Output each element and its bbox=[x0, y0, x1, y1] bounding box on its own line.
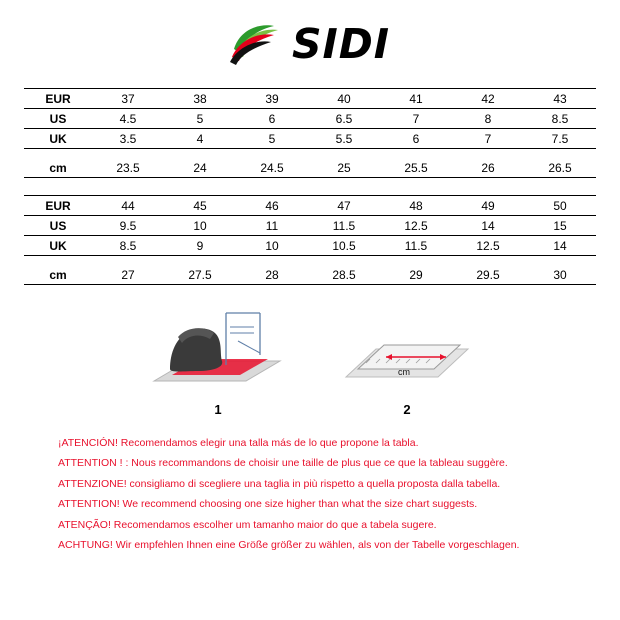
row-label: UK bbox=[24, 129, 92, 149]
note-de: ACHTUNG! Wir empfehlen Ihnen eine Größe größer zu wählen, als von der Tabelle vorgeschlagen. bbox=[58, 539, 520, 552]
cell: 4.5 bbox=[92, 109, 164, 129]
cell: 12.5 bbox=[452, 236, 524, 256]
cell: 10 bbox=[236, 236, 308, 256]
cell: 24.5 bbox=[236, 158, 308, 178]
cell: 42 bbox=[452, 89, 524, 109]
row-label: EUR bbox=[24, 196, 92, 216]
note-en: ATTENTION! We recommend choosing one size higher than what the size chart suggests. bbox=[58, 498, 478, 511]
cell: 41 bbox=[380, 89, 452, 109]
cell: 12.5 bbox=[380, 216, 452, 236]
cell: 15 bbox=[524, 216, 596, 236]
figure-2 bbox=[342, 303, 472, 417]
cell: 11 bbox=[236, 216, 308, 236]
note-it: ATTENZIONE! consigliamo di scegliere una taglia in più rispetto a quella proposta dalla tabella. bbox=[58, 477, 501, 490]
cell: 38 bbox=[164, 89, 236, 109]
spacer-cell bbox=[24, 149, 596, 159]
warning-notes bbox=[0, 433, 620, 556]
table-row bbox=[24, 236, 596, 256]
figure-caption: 1 bbox=[214, 402, 222, 417]
table-row bbox=[24, 89, 596, 109]
cell: 29 bbox=[380, 265, 452, 285]
cell: 7 bbox=[380, 109, 452, 129]
cell: 24 bbox=[164, 158, 236, 178]
cell: 46 bbox=[236, 196, 308, 216]
figure-caption: 2 bbox=[403, 402, 411, 417]
cell: 9 bbox=[164, 236, 236, 256]
cell: 10 bbox=[164, 216, 236, 236]
cell: 45 bbox=[164, 196, 236, 216]
table-row bbox=[24, 158, 596, 178]
cell: 48 bbox=[380, 196, 452, 216]
row-label: EUR bbox=[24, 89, 92, 109]
ruler-measure-icon bbox=[342, 367, 472, 399]
cell: 6 bbox=[236, 109, 308, 129]
cell: 3.5 bbox=[92, 129, 164, 149]
cell: 8 bbox=[452, 109, 524, 129]
table-row bbox=[24, 265, 596, 285]
cell: 25 bbox=[308, 158, 380, 178]
row-label: cm bbox=[24, 265, 92, 285]
cell: 5 bbox=[164, 109, 236, 129]
cell: 26.5 bbox=[524, 158, 596, 178]
cell: 23.5 bbox=[92, 158, 164, 178]
cell: 8.5 bbox=[524, 109, 596, 129]
table-row bbox=[24, 109, 596, 129]
row-label: UK bbox=[24, 236, 92, 256]
spacer-cell bbox=[24, 256, 596, 266]
cell: 10.5 bbox=[308, 236, 380, 256]
foot-measure-icon bbox=[148, 382, 288, 399]
cell: 11.5 bbox=[380, 236, 452, 256]
cell: 14 bbox=[524, 236, 596, 256]
cell: 50 bbox=[524, 196, 596, 216]
cell: 5.5 bbox=[308, 129, 380, 149]
row-label: cm bbox=[24, 158, 92, 178]
cell: 28 bbox=[236, 265, 308, 285]
cell: 6.5 bbox=[308, 109, 380, 129]
cell: 26 bbox=[452, 158, 524, 178]
row-label: US bbox=[24, 216, 92, 236]
cell: 25.5 bbox=[380, 158, 452, 178]
sidi-logo bbox=[230, 19, 391, 68]
table-spacer-row bbox=[24, 256, 596, 266]
cell: 29.5 bbox=[452, 265, 524, 285]
cell: 14 bbox=[452, 216, 524, 236]
svg-text:cm: cm bbox=[398, 367, 410, 377]
cell: 8.5 bbox=[92, 236, 164, 256]
cell: 4 bbox=[164, 129, 236, 149]
cell: 37 bbox=[92, 89, 164, 109]
note-es: ¡ATENCIÓN! Recomendamos elegir una talla más de lo que propone la tabla. bbox=[58, 437, 419, 449]
size-tables bbox=[24, 88, 596, 285]
brand-header bbox=[0, 0, 620, 88]
tables-gap bbox=[24, 178, 596, 195]
cell: 9.5 bbox=[92, 216, 164, 236]
note-pt: ATENÇÃO! Recomendamos escolher um tamanho maior do que a tabela sugere. bbox=[58, 518, 437, 531]
cell: 40 bbox=[308, 89, 380, 109]
note-fr: ATTENTION ! : Nous recommandons de choisir une taille de plus que ce que la tableau suggère. bbox=[58, 457, 508, 470]
cell: 39 bbox=[236, 89, 308, 109]
cell: 6 bbox=[380, 129, 452, 149]
cell: 27.5 bbox=[164, 265, 236, 285]
cell: 7.5 bbox=[524, 129, 596, 149]
cell: 30 bbox=[524, 265, 596, 285]
row-label: US bbox=[24, 109, 92, 129]
table-row bbox=[24, 216, 596, 236]
cell: 49 bbox=[452, 196, 524, 216]
cell: 44 bbox=[92, 196, 164, 216]
cell: 11.5 bbox=[308, 216, 380, 236]
sidi-logo-icon bbox=[230, 23, 288, 65]
cell: 27 bbox=[92, 265, 164, 285]
cell: 43 bbox=[524, 89, 596, 109]
table-spacer-row bbox=[24, 149, 596, 159]
brand-name: SIDI bbox=[291, 19, 391, 68]
measurement-figures bbox=[0, 307, 620, 417]
figure-1 bbox=[148, 303, 288, 417]
cell: 5 bbox=[236, 129, 308, 149]
table-row bbox=[24, 129, 596, 149]
cell: 7 bbox=[452, 129, 524, 149]
table-row bbox=[24, 196, 596, 216]
cell: 28.5 bbox=[308, 265, 380, 285]
cell: 47 bbox=[308, 196, 380, 216]
size-table-2 bbox=[24, 195, 596, 285]
size-table-1 bbox=[24, 88, 596, 178]
